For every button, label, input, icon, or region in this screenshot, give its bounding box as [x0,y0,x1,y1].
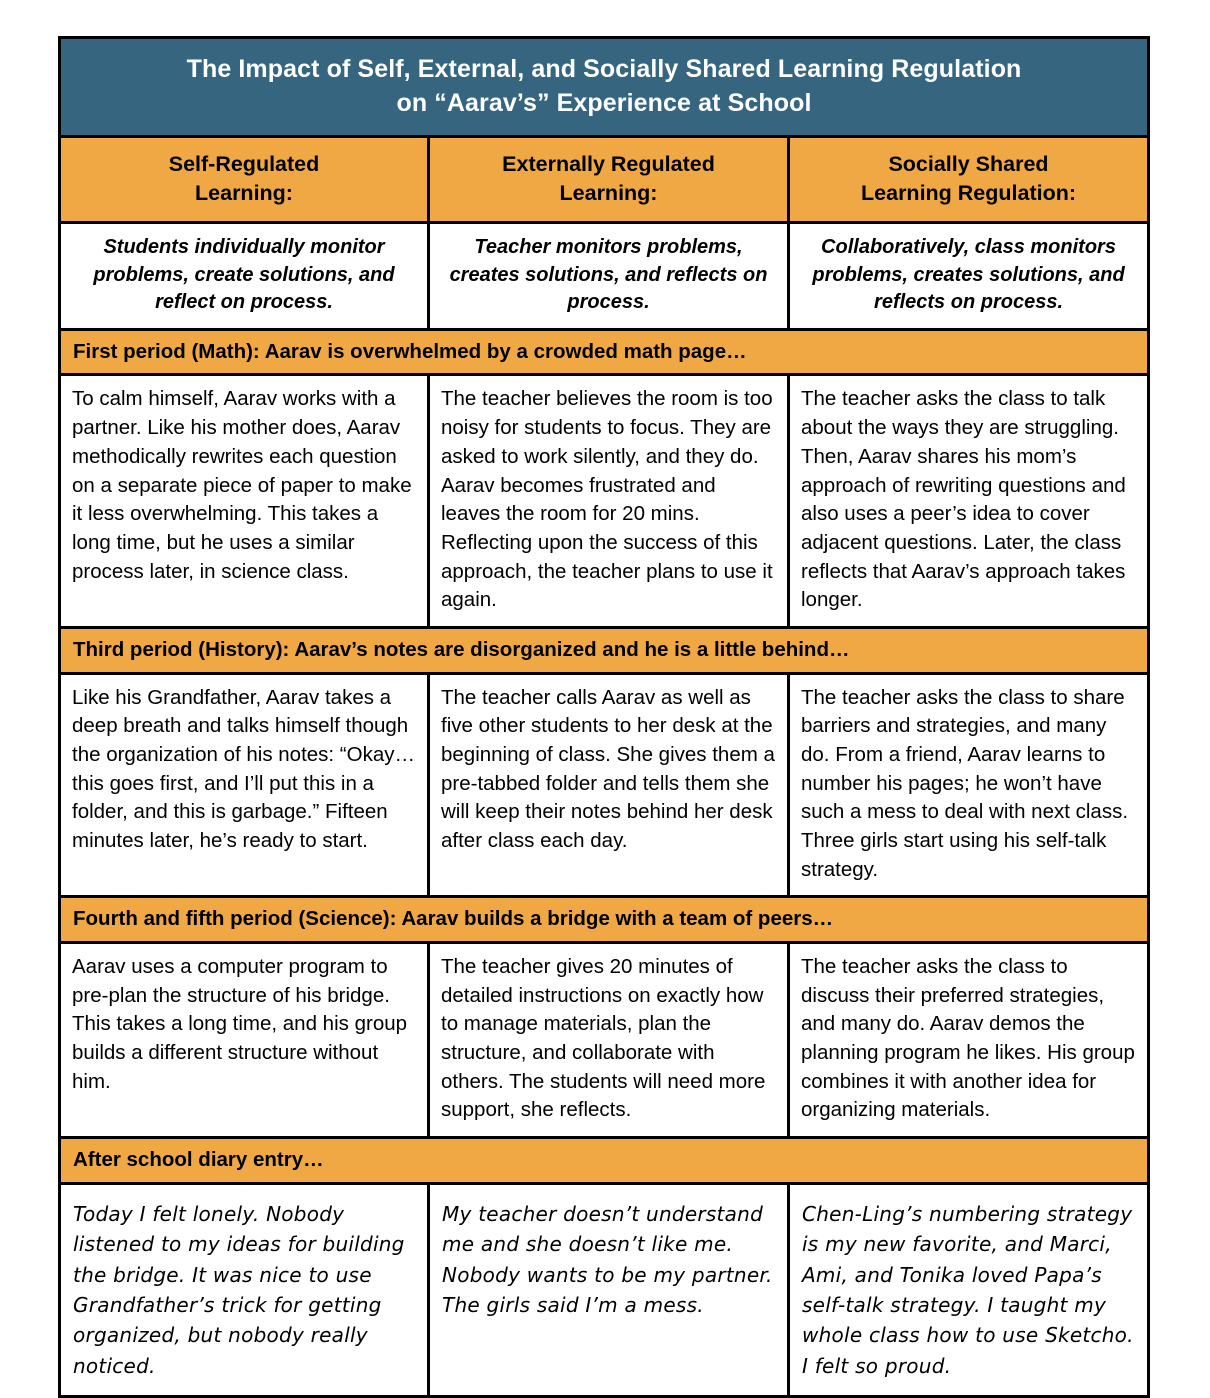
column-definition-externally-regulated: Teacher monitors problems, creates solutions, and reflects on process. [429,223,789,330]
cell-diary-self-regulated: Today I felt lonely. Nobody listened to my ideas for building the bridge. It was nice to use Grandfather’s trick for getting organized, but nobody really noticed. [60,1183,429,1396]
section-bar-history: Third period (History): Aarav’s notes are disorganized and he is a little behind… [60,627,1149,673]
column-definition-row [60,223,1149,330]
cell-history-socially-shared: The teacher asks the class to share barriers and strategies, and many do. From a friend, Aarav learns to number his pages; he won’t have such a mess to deal with next class. Three girls start using his self-talk strategy. [789,673,1149,897]
column-heading-externally-regulated-line-1: Externally Regulated [502,152,715,176]
learning-regulation-table [58,36,1150,1398]
section-body-row-diary [60,1183,1149,1396]
cell-science-externally-regulated: The teacher gives 20 minutes of detailed instructions on exactly how to manage materials, plan the structure, and collaborate with others. The students will need more support, she reflects. [429,943,789,1138]
column-definition-socially-shared: Collaboratively, class monitors problems, creates solutions, and reflects on process. [789,223,1149,330]
cell-science-self-regulated: Aarav uses a computer program to pre-plan the structure of his bridge. This takes a long time, and his group builds a different structure without him. [60,943,429,1138]
section-body-row-math [60,375,1149,628]
section-bar-row-diary [60,1138,1149,1184]
learning-regulation-table-wrapper [58,36,1147,1398]
column-heading-self-regulated-line-1: Self-Regulated [168,152,320,176]
title-row [60,38,1149,137]
cell-math-self-regulated: To calm himself, Aarav works with a partner. Like his mother does, Aarav methodically rewrites each question on a separate piece of paper to make it less overwhelming. This takes a long time, but he uses a similar process later, in science class. [60,375,429,628]
column-heading-row [60,137,1149,223]
column-heading-self-regulated-line-2: Learning: [195,181,293,206]
section-bar-row-history [60,627,1149,673]
table-title [60,38,1149,137]
cell-history-self-regulated: Like his Grandfather, Aarav takes a deep breath and talks himself though the organization of his notes: “Okay… this goes first, and I’ll put this in a folder, and this is garbage.” Fifteen minutes later, he’s ready to start. [60,673,429,897]
section-body-row-history [60,673,1149,897]
column-definition-self-regulated: Students individually monitor problems, create solutions, and reflect on process. [60,223,429,330]
cell-math-socially-shared: The teacher asks the class to talk about the ways they are struggling. Then, Aarav shares his mom’s approach of rewriting questions and also uses a peer’s idea to cover adjacent questions. Later, the class reflects that Aarav’s approach takes longer. [789,375,1149,628]
column-heading-externally-regulated [429,137,789,223]
column-heading-externally-regulated-line-2: Learning: [559,181,658,206]
table-title-line-2: on “Aarav’s” Experience at School [396,89,812,117]
cell-history-externally-regulated: The teacher calls Aarav as well as five other students to her desk at the beginning of class. She gives them a pre-tabbed folder and tells them she will keep their notes behind her desk after class each day. [429,673,789,897]
cell-diary-externally-regulated: My teacher doesn’t understand me and she doesn’t like me. Nobody wants to be my partner. The girls said I’m a mess. [429,1183,789,1396]
column-heading-self-regulated [60,137,429,223]
table-title-line-1: The Impact of Self, External, and Socially Shared Learning Regulation [186,55,1022,83]
section-bar-row-math [60,329,1149,375]
column-heading-socially-shared-line-1: Socially Shared [888,152,1049,176]
cell-diary-socially-shared: Chen-Ling’s numbering strategy is my new favorite, and Marci, Ami, and Tonika loved Papa’s self-talk strategy. I taught my whole class how to use Sketcho. I felt so proud. [789,1183,1149,1396]
section-body-row-science [60,943,1149,1138]
section-bar-diary: After school diary entry… [60,1138,1149,1184]
cell-science-socially-shared: The teacher asks the class to discuss their preferred strategies, and many do. Aarav demos the planning program he likes. His group combines it with another idea for organizing materials. [789,943,1149,1138]
column-heading-socially-shared-line-2: Learning Regulation: [861,181,1077,206]
section-bar-row-science [60,897,1149,943]
section-bar-science: Fourth and fifth period (Science): Aarav builds a bridge with a team of peers… [60,897,1149,943]
column-heading-socially-shared [789,137,1149,223]
cell-math-externally-regulated: The teacher believes the room is too noisy for students to focus. They are asked to work silently, and they do. Aarav becomes frustrated and leaves the room for 20 mins. Reflecting upon the success of this approach, the teacher plans to use it again. [429,375,789,628]
section-bar-math: First period (Math): Aarav is overwhelmed by a crowded math page… [60,329,1149,375]
